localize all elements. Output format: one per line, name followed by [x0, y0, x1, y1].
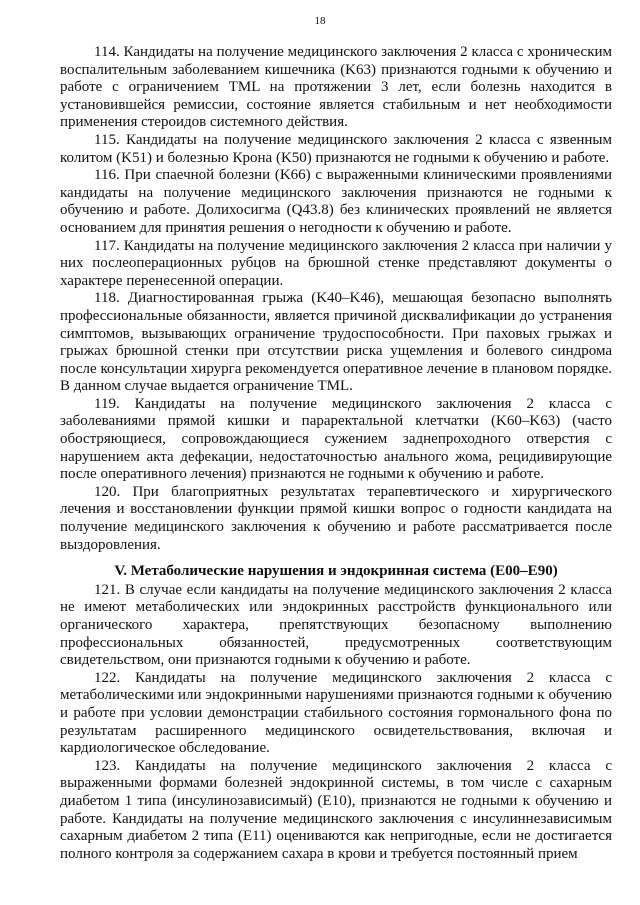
paragraph-117: 117. Кандидаты на получение медицинского заключения 2 класса при наличии у них послеоперационных рубцов на брюшной стенке представляют документы о характере перенесенной операции. — [60, 237, 612, 289]
page-number: 18 — [314, 15, 326, 27]
paragraph-118: 118. Диагностированная грыжа (K40–K46), мешающая безопасно выполнять профессиональные обязанности, является причиной дисквалификации до устранения симптомов, вызывающих ограничение трудоспособности. При паховых грыжах и грыжах брюшной стенки при отсутствии риска ущемления и болевого синдрома после консультации хирурга рекомендуется оперативное лечение в плановом порядке. В данном случае выдается ограничение TML. — [60, 290, 612, 395]
document-body — [60, 44, 612, 863]
paragraph-119: 119. Кандидаты на получение медицинского заключения 2 класса с заболеваниями прямой кишки и параректальной клетчатки (K60–K63) (часто обостряющиеся, сопровождающиеся сужением заднепроходного отверстия с нарушением акта дефекации, недостаточностью анального жома, рецидивирующие после оперативного лечения) признаются не годными к обучению и работе. — [60, 395, 612, 483]
paragraph-121: 121. В случае если кандидаты на получение медицинского заключения 2 класса не имеют метаболических или эндокринных расстройств функционального или органического характера, препятствующих безопасному выполнению профессиональных обязанностей, предусмотренных соответствующим свидетельством, они признаются годными к обучению и работе. — [60, 581, 612, 669]
paragraph-120: 120. При благоприятных результатах терапевтического и хирургического лечения и восстановлении функции прямой кишки вопрос о годности кандидата на получение медицинского заключения к обучению и работе рассматривается после выздоровления. — [60, 483, 612, 553]
paragraph-116: 116. При спаечной болезни (K66) с выраженными клиническими проявлениями кандидаты на получение медицинского заключения признаются не годными к обучению и работе. Долихосигма (Q43.8) без клинических проявлений не является основанием для принятия решения о негодности к обучению и работе. — [60, 167, 612, 236]
paragraph-114: 114. Кандидаты на получение медицинского заключения 2 класса с хроническим воспалительным заболеванием кишечника (K63) признаются годными к обучению и работе с ограничением TML на протяжении 3 лет, если болезнь находится в установившейся ремиссии, состояние является стабильным и нет необходимости применения стероидов системного действия. — [60, 44, 612, 131]
paragraph-115: 115. Кандидаты на получение медицинского заключения 2 класса с язвенным колитом (K51) и болезнью Крона (K50) признаются не годными к обучению и работе. — [60, 131, 612, 166]
paragraph-123: 123. Кандидаты на получение медицинского заключения 2 класса с выраженными формами болезней эндокринной системы, в том числе с сахарным диабетом 1 типа (инсулинозависимый) (E10), признаются не годными к обучению и работе. Кандидаты на получение медицинского заключения с инсулиннезависимым сахарным диабетом 2 типа (E11) оцениваются как непригодные, если не достигается полного контроля за содержанием сахара в крови и требуется постоянный прием — [60, 757, 612, 862]
paragraph-122: 122. Кандидаты на получение медицинского заключения 2 класса с метаболическими или эндокринными нарушениями признаются годными к обучению и работе при условии демонстрации стабильного состояния гормонального фона по результатам расширенного медицинского освидетельствования, включая и кардиологическое обследование. — [60, 669, 612, 757]
section-heading: V. Метаболические нарушения и эндокринная система (E00–E90) — [114, 563, 558, 580]
